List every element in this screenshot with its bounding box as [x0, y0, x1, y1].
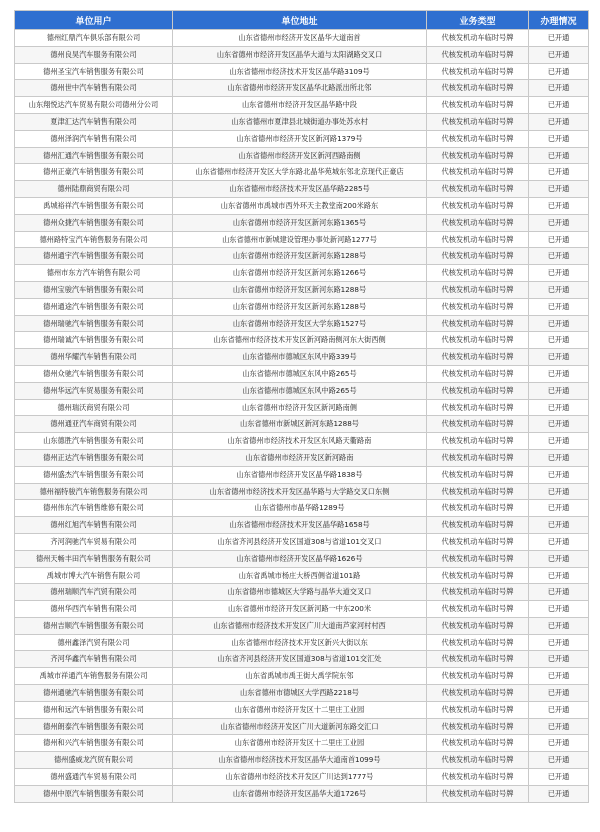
cell-status: 已开通	[529, 181, 589, 198]
table-row	[15, 500, 589, 517]
cell-unit-address: 山东省德州市经济开发区新河东路1288号	[173, 281, 427, 298]
cell-unit-user: 德州泽润汽车销售有限公司	[15, 130, 173, 147]
cell-status: 已开通	[529, 30, 589, 47]
cell-status: 已开通	[529, 617, 589, 634]
table-row	[15, 248, 589, 265]
cell-status: 已开通	[529, 130, 589, 147]
cell-status: 已开通	[529, 466, 589, 483]
cell-unit-address: 山东省德州市经济技术开发区晶华路3109号	[173, 63, 427, 80]
cell-business-type: 代核发机动车临时号牌	[427, 80, 529, 97]
cell-business-type: 代核发机动车临时号牌	[427, 46, 529, 63]
header-status: 办理情况	[529, 11, 589, 30]
cell-status: 已开通	[529, 701, 589, 718]
cell-unit-user: 德州华耀汽车销售有限公司	[15, 349, 173, 366]
cell-unit-address: 山东省德州市新城建设管理办事处新河路1277号	[173, 231, 427, 248]
cell-unit-address: 山东省德州市经济开发区新河东路1365号	[173, 214, 427, 231]
cell-business-type: 代核发机动车临时号牌	[427, 634, 529, 651]
table-row	[15, 365, 589, 382]
cell-unit-address: 山东省德州市经济开发区新河东路1288号	[173, 298, 427, 315]
header-unit-user: 单位用户	[15, 11, 173, 30]
cell-unit-address: 山东省禹城市杨庄大桥西侧省道101路	[173, 567, 427, 584]
cell-unit-address: 山东省德州市经济开发区晶华大道南首	[173, 30, 427, 47]
cell-status: 已开通	[529, 500, 589, 517]
cell-unit-user: 禹城市祥通汽车销售服务有限公司	[15, 668, 173, 685]
cell-business-type: 代核发机动车临时号牌	[427, 30, 529, 47]
cell-unit-user: 德州盛杰汽车销售服务有限公司	[15, 466, 173, 483]
cell-unit-user: 德州良昊汽车服务有限公司	[15, 46, 173, 63]
cell-business-type: 代核发机动车临时号牌	[427, 265, 529, 282]
table-row	[15, 63, 589, 80]
table-row	[15, 449, 589, 466]
cell-business-type: 代核发机动车临时号牌	[427, 382, 529, 399]
table-row	[15, 752, 589, 769]
cell-business-type: 代核发机动车临时号牌	[427, 130, 529, 147]
cell-business-type: 代核发机动车临时号牌	[427, 298, 529, 315]
cell-unit-address: 山东省德州市经济开发区新河路南侧	[173, 399, 427, 416]
cell-status: 已开通	[529, 113, 589, 130]
cell-unit-address: 山东省德州市禹城市西外环天主教堂南200米路东	[173, 197, 427, 214]
cell-status: 已开通	[529, 567, 589, 584]
cell-status: 已开通	[529, 668, 589, 685]
table-row	[15, 735, 589, 752]
cell-status: 已开通	[529, 634, 589, 651]
cell-unit-user: 德州众捷汽车销售服务有限公司	[15, 214, 173, 231]
cell-unit-user: 德州瑞驰汽车销售服务有限公司	[15, 315, 173, 332]
cell-unit-user: 德州世中汽车销售有限公司	[15, 80, 173, 97]
cell-unit-user: 山东德胜汽车销售服务有限公司	[15, 433, 173, 450]
cell-unit-user: 德州汇通汽车销售服务有限公司	[15, 147, 173, 164]
cell-unit-address: 山东省齐河县经济开发区国道308与省道101交汇处	[173, 651, 427, 668]
cell-unit-user: 德州通亚汽车商贸有限公司	[15, 416, 173, 433]
table-row	[15, 617, 589, 634]
cell-business-type: 代核发机动车临时号牌	[427, 500, 529, 517]
cell-unit-address: 山东省德州市经济开发区新河东路1288号	[173, 248, 427, 265]
cell-business-type: 代核发机动车临时号牌	[427, 281, 529, 298]
cell-unit-user: 德州瑞诚汽车销售服务有限公司	[15, 332, 173, 349]
cell-unit-user: 德州通驰汽车销售服务有限公司	[15, 685, 173, 702]
cell-unit-user: 德州和远汽车销售服务有限公司	[15, 701, 173, 718]
cell-unit-address: 山东省禹城市禹王街大禹学院东邻	[173, 668, 427, 685]
cell-status: 已开通	[529, 315, 589, 332]
cell-unit-user: 德州陆鼎商贸有限公司	[15, 181, 173, 198]
cell-status: 已开通	[529, 349, 589, 366]
cell-unit-user: 德州正达汽车销售服务有限公司	[15, 449, 173, 466]
table-row	[15, 433, 589, 450]
cell-status: 已开通	[529, 718, 589, 735]
cell-unit-user: 德州朗泰汽车销售服务有限公司	[15, 718, 173, 735]
cell-business-type: 代核发机动车临时号牌	[427, 533, 529, 550]
cell-unit-user: 德州中原汽车销售服务有限公司	[15, 785, 173, 802]
table-body	[15, 30, 589, 803]
cell-business-type: 代核发机动车临时号牌	[427, 147, 529, 164]
cell-unit-address: 山东省德州市经济开发区新河西路南侧	[173, 147, 427, 164]
table-row	[15, 181, 589, 198]
cell-unit-address: 山东省德州市德城区大学路与晶华大道交叉口	[173, 584, 427, 601]
table-row	[15, 281, 589, 298]
cell-status: 已开通	[529, 248, 589, 265]
cell-unit-user: 德州福特骏汽车销售服务有限公司	[15, 483, 173, 500]
cell-status: 已开通	[529, 332, 589, 349]
cell-business-type: 代核发机动车临时号牌	[427, 164, 529, 181]
table-row	[15, 718, 589, 735]
cell-business-type: 代核发机动车临时号牌	[427, 248, 529, 265]
cell-status: 已开通	[529, 164, 589, 181]
cell-business-type: 代核发机动车临时号牌	[427, 416, 529, 433]
cell-business-type: 代核发机动车临时号牌	[427, 113, 529, 130]
cell-business-type: 代核发机动车临时号牌	[427, 433, 529, 450]
cell-status: 已开通	[529, 365, 589, 382]
cell-unit-user: 德州正豪汽车销售服务有限公司	[15, 164, 173, 181]
cell-status: 已开通	[529, 147, 589, 164]
cell-unit-address: 山东省德州市经济技术开发区东风路天衢路南	[173, 433, 427, 450]
cell-unit-address: 山东省德州市经济开发区晶华大道与太阳湖路交叉口	[173, 46, 427, 63]
table-row	[15, 668, 589, 685]
cell-unit-user: 德州瑞顺汽车汽贸有限公司	[15, 584, 173, 601]
table-row	[15, 30, 589, 47]
table-row	[15, 332, 589, 349]
cell-unit-user: 夏津汇达汽车销售有限公司	[15, 113, 173, 130]
cell-status: 已开通	[529, 214, 589, 231]
cell-unit-address: 山东省德州市经济开发区晶华北路派出所北邻	[173, 80, 427, 97]
table-row	[15, 399, 589, 416]
table-row	[15, 601, 589, 618]
table-row	[15, 147, 589, 164]
cell-unit-user: 德州路特宝汽车销售服务有限公司	[15, 231, 173, 248]
cell-business-type: 代核发机动车临时号牌	[427, 449, 529, 466]
cell-status: 已开通	[529, 449, 589, 466]
cell-business-type: 代核发机动车临时号牌	[427, 769, 529, 786]
cell-business-type: 代核发机动车临时号牌	[427, 701, 529, 718]
registry-table-container	[14, 10, 588, 803]
cell-status: 已开通	[529, 785, 589, 802]
cell-business-type: 代核发机动车临时号牌	[427, 63, 529, 80]
cell-unit-address: 山东省德州市经济技术开发区新兴大街以东	[173, 634, 427, 651]
cell-unit-user: 德州众驰汽车销售服务有限公司	[15, 365, 173, 382]
cell-business-type: 代核发机动车临时号牌	[427, 466, 529, 483]
cell-unit-address: 山东省德州市夏津县北城街道办事处苏水村	[173, 113, 427, 130]
cell-unit-address: 山东省德州市经济开发区晶华路1838号	[173, 466, 427, 483]
cell-unit-address: 山东省德州市经济开发区新河路1379号	[173, 130, 427, 147]
cell-unit-address: 山东省德州市经济技术开发区广川大道南芦家河村村西	[173, 617, 427, 634]
cell-business-type: 代核发机动车临时号牌	[427, 181, 529, 198]
table-row	[15, 214, 589, 231]
table-row	[15, 550, 589, 567]
cell-unit-address: 山东省德州市经济开发区十二里庄工业园	[173, 735, 427, 752]
table-row	[15, 164, 589, 181]
table-header-row	[15, 11, 589, 30]
cell-status: 已开通	[529, 752, 589, 769]
cell-business-type: 代核发机动车临时号牌	[427, 332, 529, 349]
cell-business-type: 代核发机动车临时号牌	[427, 617, 529, 634]
cell-business-type: 代核发机动车临时号牌	[427, 651, 529, 668]
table-row	[15, 349, 589, 366]
cell-business-type: 代核发机动车临时号牌	[427, 601, 529, 618]
cell-status: 已开通	[529, 281, 589, 298]
table-row	[15, 315, 589, 332]
cell-status: 已开通	[529, 416, 589, 433]
cell-unit-user: 德州市东方汽车销售有限公司	[15, 265, 173, 282]
cell-unit-user: 德州华远汽车贸易服务有限公司	[15, 382, 173, 399]
cell-status: 已开通	[529, 550, 589, 567]
cell-unit-user: 德州伟东汽车销售维修有限公司	[15, 500, 173, 517]
cell-unit-user: 德州鑫泽汽贸有限公司	[15, 634, 173, 651]
table-row	[15, 130, 589, 147]
cell-unit-address: 山东省齐河县经济开发区国道308与省道101交叉口	[173, 533, 427, 550]
cell-business-type: 代核发机动车临时号牌	[427, 483, 529, 500]
cell-status: 已开通	[529, 769, 589, 786]
cell-unit-user: 德州天畅丰田汽车销售服务有限公司	[15, 550, 173, 567]
cell-status: 已开通	[529, 80, 589, 97]
cell-unit-user: 德州盛通汽车贸易有限公司	[15, 769, 173, 786]
cell-status: 已开通	[529, 517, 589, 534]
cell-unit-user: 禹城市博大汽车销售有限公司	[15, 567, 173, 584]
cell-business-type: 代核发机动车临时号牌	[427, 668, 529, 685]
cell-unit-address: 山东省德州市德城区大学西路2218号	[173, 685, 427, 702]
cell-unit-address: 山东省德州市经济开发区新河路南	[173, 449, 427, 466]
cell-business-type: 代核发机动车临时号牌	[427, 735, 529, 752]
table-row	[15, 584, 589, 601]
header-business-type: 业务类型	[427, 11, 529, 30]
cell-unit-user: 德州吉顺汽车销售服务有限公司	[15, 617, 173, 634]
table-row	[15, 113, 589, 130]
cell-business-type: 代核发机动车临时号牌	[427, 214, 529, 231]
cell-status: 已开通	[529, 382, 589, 399]
cell-unit-user: 德州瑞沃商贸有限公司	[15, 399, 173, 416]
table-row	[15, 197, 589, 214]
cell-status: 已开通	[529, 63, 589, 80]
cell-business-type: 代核发机动车临时号牌	[427, 349, 529, 366]
header-unit-address: 单位地址	[173, 11, 427, 30]
table-row	[15, 46, 589, 63]
table-row	[15, 701, 589, 718]
table-row	[15, 97, 589, 114]
cell-unit-address: 山东省德州市经济技术开发区广川达到1777号	[173, 769, 427, 786]
cell-status: 已开通	[529, 533, 589, 550]
cell-unit-user: 德州红鼎汽车俱乐部有限公司	[15, 30, 173, 47]
cell-unit-address: 山东省德州市经济开发区晶华大道1726号	[173, 785, 427, 802]
cell-unit-address: 山东省德州市经济开发区十二里庄工业园	[173, 701, 427, 718]
cell-status: 已开通	[529, 298, 589, 315]
table-row	[15, 298, 589, 315]
cell-status: 已开通	[529, 46, 589, 63]
table-row	[15, 769, 589, 786]
cell-status: 已开通	[529, 231, 589, 248]
cell-unit-address: 山东省德州市经济开发区晶华路中段	[173, 97, 427, 114]
cell-business-type: 代核发机动车临时号牌	[427, 197, 529, 214]
table-row	[15, 651, 589, 668]
cell-status: 已开通	[529, 651, 589, 668]
cell-business-type: 代核发机动车临时号牌	[427, 785, 529, 802]
table-row	[15, 517, 589, 534]
cell-unit-user: 德州红旭汽车销售有限公司	[15, 517, 173, 534]
cell-unit-user: 齐河华鑫汽车销售有限公司	[15, 651, 173, 668]
cell-unit-user: 德州华西汽车销售有限公司	[15, 601, 173, 618]
table-row	[15, 265, 589, 282]
cell-unit-user: 德州和兴汽车销售服务有限公司	[15, 735, 173, 752]
cell-status: 已开通	[529, 197, 589, 214]
cell-unit-address: 山东省德州市经济开发区新河路一中东200米	[173, 601, 427, 618]
cell-unit-address: 山东省德州市经济开发区广川大道新河东路交汇口	[173, 718, 427, 735]
cell-business-type: 代核发机动车临时号牌	[427, 752, 529, 769]
cell-business-type: 代核发机动车临时号牌	[427, 567, 529, 584]
cell-unit-address: 山东省德州市经济开发区晶华路1626号	[173, 550, 427, 567]
cell-unit-user: 齐河润驰汽车贸易有限公司	[15, 533, 173, 550]
cell-business-type: 代核发机动车临时号牌	[427, 315, 529, 332]
cell-status: 已开通	[529, 265, 589, 282]
cell-unit-address: 山东省德州市经济开发区大学东路1527号	[173, 315, 427, 332]
cell-unit-address: 山东省德州市经济技术开发区晶华路与大学路交叉口东侧	[173, 483, 427, 500]
cell-unit-address: 山东省德州市经济开发区新河东路1266号	[173, 265, 427, 282]
cell-business-type: 代核发机动车临时号牌	[427, 365, 529, 382]
table-row	[15, 634, 589, 651]
cell-status: 已开通	[529, 483, 589, 500]
cell-business-type: 代核发机动车临时号牌	[427, 97, 529, 114]
cell-unit-user: 禹城裕祥汽车销售服务有限公司	[15, 197, 173, 214]
cell-unit-address: 山东省德州市德城区东风中路265号	[173, 382, 427, 399]
cell-unit-user: 德州盛威龙汽贸有限公司	[15, 752, 173, 769]
cell-unit-user: 山东翔悦达汽车贸易有限公司德州分公司	[15, 97, 173, 114]
table-row	[15, 80, 589, 97]
table-row	[15, 785, 589, 802]
cell-business-type: 代核发机动车临时号牌	[427, 584, 529, 601]
cell-unit-address: 山东省德州市经济技术开发区晶华大道南首1099号	[173, 752, 427, 769]
cell-unit-user: 德州通途汽车销售服务有限公司	[15, 298, 173, 315]
cell-unit-user: 德州圣宝汽车销售服务有限公司	[15, 63, 173, 80]
table-row	[15, 533, 589, 550]
table-row	[15, 231, 589, 248]
cell-status: 已开通	[529, 433, 589, 450]
cell-unit-address: 山东省德州市经济技术开发区新河路南侧河东大街西侧	[173, 332, 427, 349]
cell-status: 已开通	[529, 735, 589, 752]
cell-status: 已开通	[529, 97, 589, 114]
cell-unit-address: 山东省德州市晶华路1289号	[173, 500, 427, 517]
registry-table	[14, 10, 589, 803]
table-row	[15, 416, 589, 433]
cell-business-type: 代核发机动车临时号牌	[427, 231, 529, 248]
table-row	[15, 466, 589, 483]
cell-business-type: 代核发机动车临时号牌	[427, 399, 529, 416]
cell-unit-user: 德州宝骏汽车销售服务有限公司	[15, 281, 173, 298]
cell-business-type: 代核发机动车临时号牌	[427, 550, 529, 567]
cell-business-type: 代核发机动车临时号牌	[427, 685, 529, 702]
cell-business-type: 代核发机动车临时号牌	[427, 718, 529, 735]
cell-status: 已开通	[529, 601, 589, 618]
cell-unit-address: 山东省德州市经济技术开发区晶华路2285号	[173, 181, 427, 198]
cell-unit-address: 山东省德州市经济开发区大学东路北晶华苑城东邻北京现代正豪店	[173, 164, 427, 181]
table-row	[15, 685, 589, 702]
cell-business-type: 代核发机动车临时号牌	[427, 517, 529, 534]
cell-unit-address: 山东省德州市新城区新河东路1288号	[173, 416, 427, 433]
table-row	[15, 567, 589, 584]
cell-status: 已开通	[529, 685, 589, 702]
table-row	[15, 382, 589, 399]
table-row	[15, 483, 589, 500]
cell-unit-address: 山东省德州市德城区东风中路265号	[173, 365, 427, 382]
cell-unit-user: 德州通宇汽车销售服务有限公司	[15, 248, 173, 265]
cell-status: 已开通	[529, 399, 589, 416]
cell-status: 已开通	[529, 584, 589, 601]
cell-unit-address: 山东省德州市德城区东风中路339号	[173, 349, 427, 366]
cell-unit-address: 山东省德州市经济技术开发区晶华路1658号	[173, 517, 427, 534]
